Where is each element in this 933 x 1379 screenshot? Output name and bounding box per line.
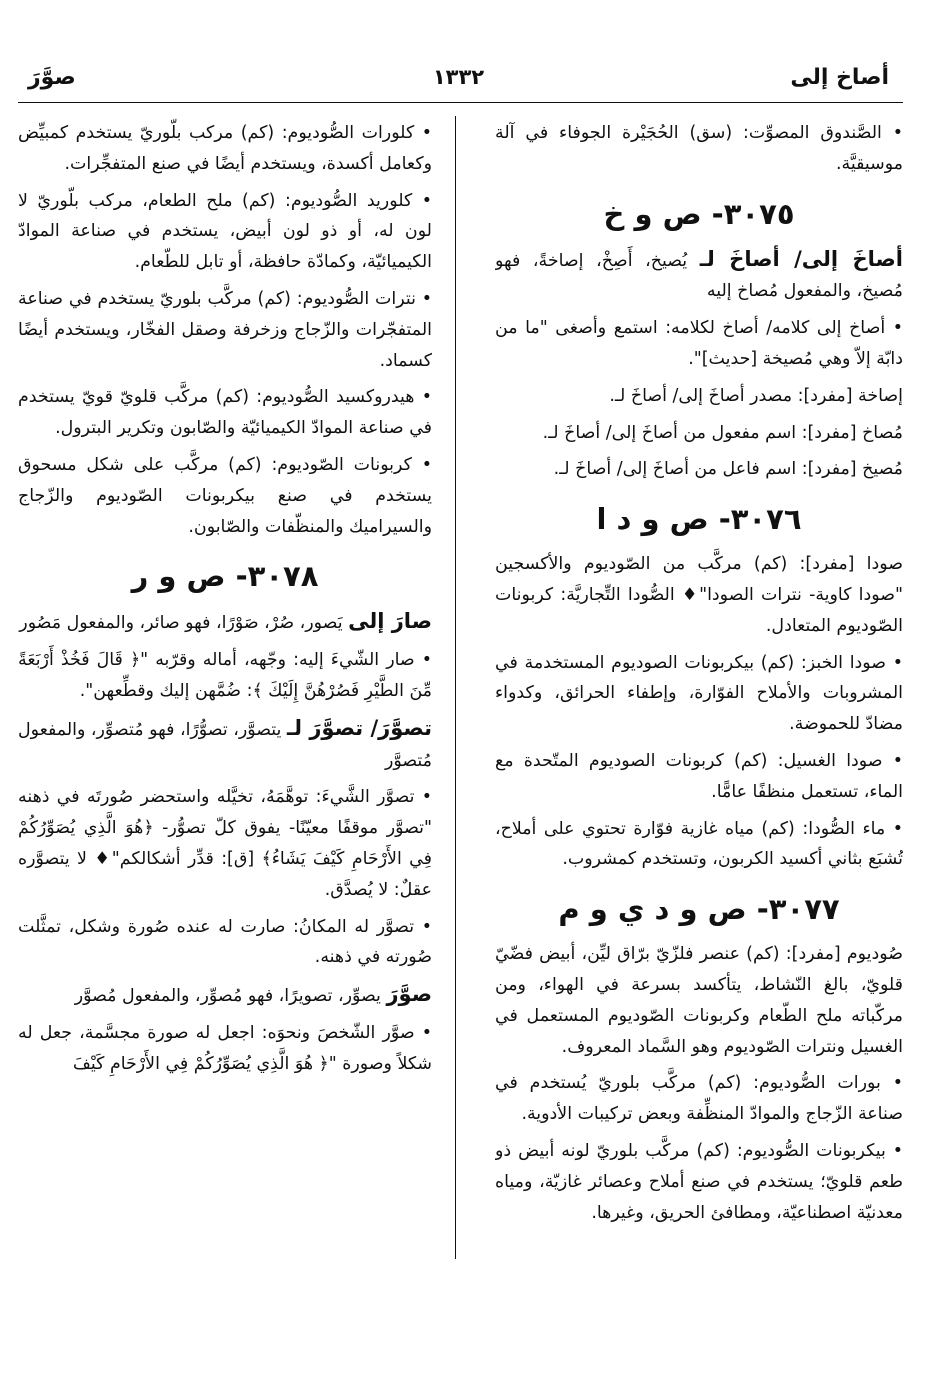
definition-paragraph: مُصيخ [مفرد]: اسم فاعل من أصاخَ إلى/ أصاخَ لـ. (553, 459, 903, 480)
header-last-entry: صوَّرَ (28, 64, 76, 90)
headword: صارَ إلى (348, 609, 432, 634)
headword-entry (18, 713, 432, 777)
definition-paragraph: • تصوَّر له المكانُ: صارت له عنده صُورة وشكل، تمثَّلت صُورته في ذهنه. (18, 916, 432, 968)
definition-paragraph: • الصَّندوق المصوِّت: (سق) الحُجَيْرة الجوفاء في آلة موسيقيَّة. (495, 123, 903, 174)
definition-paragraph: • بورات الصُّوديوم: (كم) مركَّب بلوريّ يُستخدم في صناعة الزّجاج والموادّ المنظِّفة وبعض تركيبات الأدوية. (495, 1073, 903, 1125)
page-number: ١٣٣٢ (432, 65, 485, 89)
definition-paragraph: • ماء الصُّودا: (كم) مياه غازية فوّارة تحتوي على أملاح، تُشبَع بثاني أكسيد الكربون، وتستخدم كمشروب. (495, 818, 903, 870)
header-rule (18, 102, 903, 103)
headword: أصاخَ إلى/ أصاخَ لـ (699, 246, 903, 271)
right-column (495, 118, 903, 1278)
root-heading: ٣٠٧٥- ص و خ (603, 196, 795, 231)
definition-paragraph: • أصاخ إلى كلامه/ أصاخ لكلامه: استمع وأصغى "ما من دابّة إلاّ وهي مُصيخة [حديث]". (495, 318, 903, 369)
headword-entry (18, 979, 432, 1012)
definition-paragraph: • بيكربونات الصُّوديوم: (كم) مركَّب بلوريّ لونه أبيض ذو طعم قلويّ؛ يستخدم في صنع أملاح وعصائر غازيّة، ومياه معدنيّة اصطناعيّة، ومطافئ الحريق، وغيرها. (495, 1140, 903, 1223)
definition-paragraph: صُوديوم [مفرد]: (كم) عنصر فلزّيّ برّاق ليِّن، أبيض فضّيّ قلويّ، بالغ النّشاط، يتأكسد بسرعة في الهواء، ومن مركّباته ملح الطّعام وكربونات الصّوديوم المستعمل في الغسيل ونترات الصّوديوم وهو السَّماد المعروف. (495, 944, 903, 1057)
headword-forms: يُصيخ، أَصِخْ، إصاخةً، فهو مُصيخ، والمفعول مُصاخ إليه (495, 250, 903, 302)
headword: تصوَّرَ/ تصوَّرَ لـ (286, 715, 432, 740)
root-heading: ٣٠٧٨- ص و ر (131, 559, 319, 594)
definition-paragraph: • نترات الصُّوديوم: (كم) مركَّب بلوريّ يستخدم في صناعة المتفجّرات والزّجاج وزخرفة وصقل الفخّار، ويستخدم أيضًا كسماد. (18, 288, 432, 371)
definition-paragraph: صودا [مفرد]: (كم) مركَّب من الصّوديوم والأكسجين "صودا كاوية- نترات الصودا"♦ الصُّودا التِّجاريَّة: كربونات الصّوديوم المتعادل. (495, 554, 903, 636)
column-divider (455, 116, 456, 1259)
root-heading: ٣٠٧٦- ص و د ا (596, 502, 802, 537)
definition-paragraph: • كلورات الصُّوديوم: (كم) مركب بلّوريّ يستخدم كمبيِّض وكعامل أكسدة، ويستخدم أيضًا في صنع المتفجِّرات. (18, 123, 432, 174)
definition-paragraph: • صودا الغسيل: (كم) كربونات الصوديوم المتّحدة مع الماء، تستعمل منظفًا عامًّا. (495, 750, 903, 802)
definition-paragraph: • صوَّر الشّخصَ ونحوَه: اجعل له صورة مجسَّمة، جعل له شكلاً وصورة "﴿ هُوَ الَّذِي يُصَوِّرُكُمْ فِي الأَرْحَامِ كَيْفَ (18, 1022, 432, 1074)
definition-paragraph: إصاخة [مفرد]: مصدر أصاخَ إلى/ أصاخَ لـ. (609, 385, 903, 406)
definition-paragraph: مُصاخ [مفرد]: اسم مفعول من أصاخَ إلى/ أصاخَ لـ. (542, 422, 903, 443)
headword-forms: يَصور، صُرْ، صَوْرًا، فهو صائر، والمفعول مَصُور (19, 613, 349, 634)
page-header (28, 60, 889, 94)
definition-paragraph: • صودا الخبز: (كم) بيكربونات الصوديوم المستخدمة في المشروبات والأملاح الفوّارة، وإطفاء الحرائق، وكدواء مضادّ للحموضة. (495, 652, 903, 735)
definition-paragraph: • كربونات الصّوديوم: (كم) مركَّب على شكل مسحوق يستخدم في صنع بيكربونات الصّوديوم والزّجاج والسيراميك والمنظّفات والصّابون. (18, 454, 432, 537)
headword: صوَّرَ (386, 982, 432, 1007)
root-heading: ٣٠٧٧- ص و د ي و م (558, 892, 840, 927)
headword-entry (495, 244, 903, 308)
left-column (18, 118, 432, 1278)
definition-paragraph: • هيدروكسيد الصُّوديوم: (كم) مركَّب قلويّ قويّ يستخدم في صناعة الموادّ الكيميائيّة والصّابون وتكرير البترول. (18, 387, 432, 439)
definition-paragraph: • كلوريد الصُّوديوم: (كم) ملح الطعام، مركب بلّوريّ لا لون له، أو ذو لون أبيض، يستخدم في صناعة الموادّ الكيميائيّة، وكمادّة حافظة، أو تابل للطّعام. (18, 190, 432, 273)
header-first-entry: أصاخ إلى (790, 64, 889, 90)
definition-paragraph: • صار الشّيءَ إليه: وجّهه، أماله وقرّبه "﴿ قَالَ فَخُذْ أَرْبَعَةً مِّنَ الطَّيْرِ فَصُرْهُنَّ إِلَيْكَ ﴾: ضُمَّهن إليك وقطِّعهن". (18, 650, 432, 701)
headword-entry (18, 606, 432, 639)
definition-paragraph: • تصوَّر الشَّيءَ: توهَّمَهُ، تخيَّله واستحضر صُورتَه في ذهنه "تصوَّر موقفًا معيّنًا- يفوق كلّ تصوُّر- ﴿هُوَ الَّذِي يُصَوِّرُكُمْ فِي الأَرْحَامِ كَيْفَ يَشَاءُ﴾ [ق]: قدِّر أشكالكم"♦ لا يتصوَّره عقلٌ: لا يُصدَّق. (18, 787, 432, 900)
headword-forms: يتصوَّر، تصوُّرًا، فهو مُتصوِّر، والمفعول مُتصوَّر (18, 719, 432, 771)
headword-forms: يصوِّر، تصويرًا، فهو مُصوِّر، والمفعول مُصوَّر (74, 986, 387, 1007)
